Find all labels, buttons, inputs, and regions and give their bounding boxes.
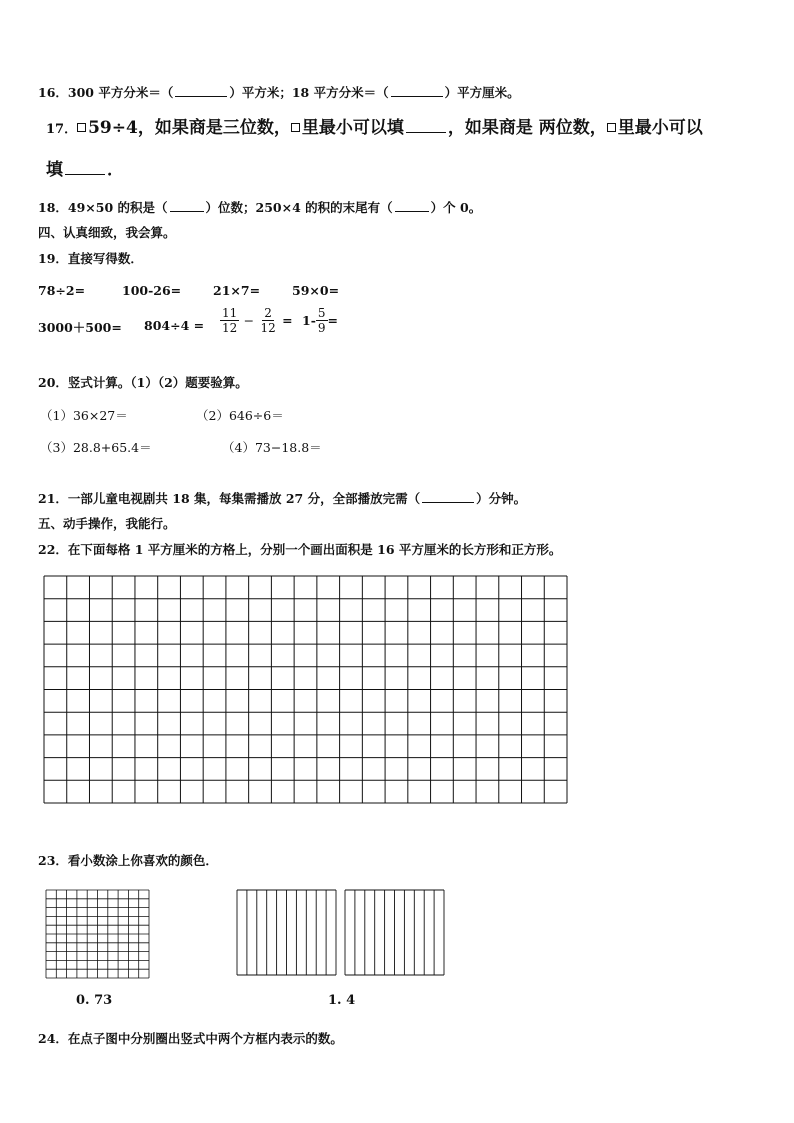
- hundredths-grid[interactable]: [45, 889, 150, 979]
- fraction: $\frac{5}{9}$: [317, 306, 326, 335]
- vertical-calc-3: （3）28.8+65.4＝: [40, 440, 152, 455]
- answer-blank[interactable]: [170, 199, 204, 212]
- answer-blank[interactable]: [422, 490, 474, 503]
- question-17-cont: 填 ．: [46, 160, 124, 180]
- question-20-title: 20．竖式计算。（1）（2）题要验算。: [38, 375, 248, 390]
- fraction-calc-2: 1- $\frac{5}{9}$ =: [302, 306, 339, 335]
- answer-blank[interactable]: [395, 199, 429, 212]
- answer-blank[interactable]: [175, 84, 227, 97]
- fraction-calc-1: $\frac{11}{12}$ − $\frac{2}{12}$ =: [222, 306, 293, 335]
- calc-item: 100-26=: [122, 283, 182, 298]
- question-22-title: 22．在下面每格 1 平方厘米的方格上，分别一个画出面积是 16 平方厘米的长方形和正方形。: [38, 542, 562, 557]
- fraction: $\frac{2}{12}$: [260, 306, 276, 335]
- vertical-calc-1: （1）36×27＝: [40, 408, 128, 423]
- answer-blank[interactable]: [65, 158, 105, 175]
- question-18: 18．49×50 的积是（ ）位数；250×4 的积的末尾有（ ）个 0。: [38, 200, 482, 215]
- calc-item: 78÷2=: [38, 283, 86, 298]
- section-4-heading: 四、认真细致，我会算。: [38, 225, 176, 240]
- tenths-strip-grid[interactable]: [344, 889, 445, 976]
- square-box-icon: [77, 123, 86, 132]
- question-17: 17． 59÷4，如果商是三位数， 里最小可以填 ，如果商是 两位数， 里最小可以: [46, 118, 703, 138]
- tenths-strip-grid[interactable]: [236, 889, 337, 976]
- question-21: 21．一部儿童电视剧共 18 集，每集需播放 27 分，全部播放完需（ ）分钟。: [38, 491, 527, 506]
- square-box-icon: [607, 123, 616, 132]
- question-23-title: 23．看小数涂上你喜欢的颜色．: [38, 853, 218, 868]
- answer-blank[interactable]: [391, 84, 443, 97]
- square-grid[interactable]: [43, 575, 568, 804]
- question-19-title: 19．直接写得数．: [38, 251, 143, 266]
- fraction: $\frac{11}{12}$: [222, 306, 238, 335]
- vertical-calc-4: （4）73−18.8＝: [222, 440, 322, 455]
- calc-item: 3000＋500=: [38, 320, 122, 335]
- calc-item: 59×0=: [292, 283, 340, 298]
- question-16: 16．300 平方分米＝（ ）平方米；18 平方分米＝（ ）平方厘米。: [38, 85, 520, 100]
- question-24-title: 24．在点子图中分别圈出竖式中两个方框内表示的数。: [38, 1031, 343, 1046]
- answer-blank[interactable]: [406, 116, 446, 133]
- calc-item: 21×7=: [213, 283, 261, 298]
- square-box-icon: [291, 123, 300, 132]
- calc-item: 804÷4 =: [144, 318, 205, 333]
- decimal-label: 0. 73: [76, 993, 113, 1008]
- vertical-calc-2: （2）646÷6＝: [196, 408, 284, 423]
- section-5-heading: 五、动手操作，我能行。: [38, 516, 176, 531]
- decimal-label: 1. 4: [328, 993, 356, 1008]
